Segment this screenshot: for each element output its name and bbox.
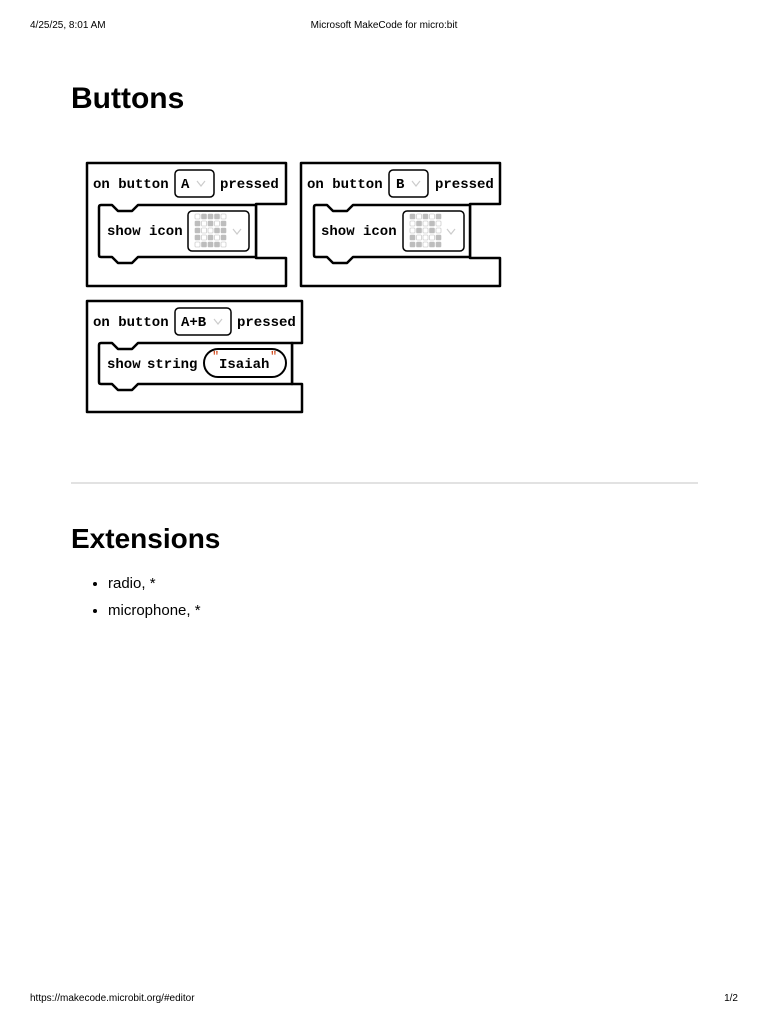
show-icon-block-a[interactable] [99,205,256,263]
led-cell [430,221,435,226]
extensions-heading: Extensions [71,523,221,554]
led-cell [410,242,415,247]
led-cell [417,214,422,219]
led-cell [221,242,226,247]
show-icon-block-b[interactable] [314,205,470,263]
led-cell [423,214,428,219]
show-label: show [107,357,141,373]
show-icon-label: show icon [107,224,183,240]
led-cell [221,214,226,219]
show-icon-label: show icon [321,224,397,240]
led-cell [410,235,415,240]
string-input[interactable] [204,349,286,377]
quote-close-icon: " [270,350,278,364]
led-cell [417,242,422,247]
led-cell [410,228,415,233]
string-label: string [147,357,198,373]
button-ab-dropdown[interactable] [175,308,231,335]
led-cell [208,214,213,219]
led-grid-icon [410,214,441,247]
led-cell [202,221,207,226]
section-divider [71,482,698,484]
led-cell [410,214,415,219]
list-item: • radio, * [108,570,201,597]
button-b-value: B [396,177,405,193]
led-cell [215,242,220,247]
led-cell [417,235,422,240]
pressed-label: pressed [237,315,296,331]
page-number: 1/2 [724,993,738,1004]
led-cell [436,214,441,219]
string-value: Isaiah [219,357,270,373]
led-cell [436,221,441,226]
quote-open-icon: " [212,350,220,364]
led-cell [417,228,422,233]
led-cell [221,221,226,226]
led-cell [202,235,207,240]
led-cell [430,228,435,233]
led-cell [208,221,213,226]
led-cell [423,221,428,226]
on-button-ab-block[interactable] [87,301,302,412]
icon-picker-b[interactable] [403,211,464,251]
on-button-b-block[interactable] [301,163,500,286]
led-cell [430,214,435,219]
buttons-heading: Buttons [71,82,185,115]
led-cell [208,235,213,240]
led-cell [423,235,428,240]
led-cell [410,221,415,226]
icon-picker-a[interactable] [188,211,249,251]
print-url: https://makecode.microbit.org/#editor [30,993,195,1004]
led-cell [436,228,441,233]
led-cell [221,235,226,240]
led-cell [423,228,428,233]
list-item: • microphone, * [108,597,201,624]
on-button-a-block[interactable] [87,163,286,286]
led-cell [195,221,200,226]
led-cell [195,235,200,240]
led-cell [417,221,422,226]
led-cell [195,242,200,247]
button-a-dropdown[interactable] [175,170,214,197]
led-cell [436,242,441,247]
led-cell [215,235,220,240]
led-cell [430,235,435,240]
print-page-title: Microsoft MakeCode for micro:bit [310,20,458,31]
on-button-label: on button [93,177,169,193]
led-cell [202,214,207,219]
led-cell [195,214,200,219]
led-cell [195,228,200,233]
led-cell [208,228,213,233]
on-button-label: on button [307,177,383,193]
led-cell [215,214,220,219]
led-cell [202,228,207,233]
led-cell [430,242,435,247]
print-datetime: 4/25/25, 8:01 AM [30,20,106,31]
led-cell [208,242,213,247]
pressed-label: pressed [220,177,279,193]
extensions-list [87,570,201,624]
button-a-value: A [181,177,190,193]
show-string-block[interactable] [99,343,292,390]
led-cell [436,235,441,240]
button-b-dropdown[interactable] [389,170,428,197]
led-cell [202,242,207,247]
code-blocks [0,0,768,460]
led-cell [215,221,220,226]
on-button-label: on button [93,315,169,331]
pressed-label: pressed [435,177,494,193]
led-cell [221,228,226,233]
button-ab-value: A+B [181,315,207,331]
led-cell [423,242,428,247]
led-cell [215,228,220,233]
led-grid-icon [195,214,226,247]
